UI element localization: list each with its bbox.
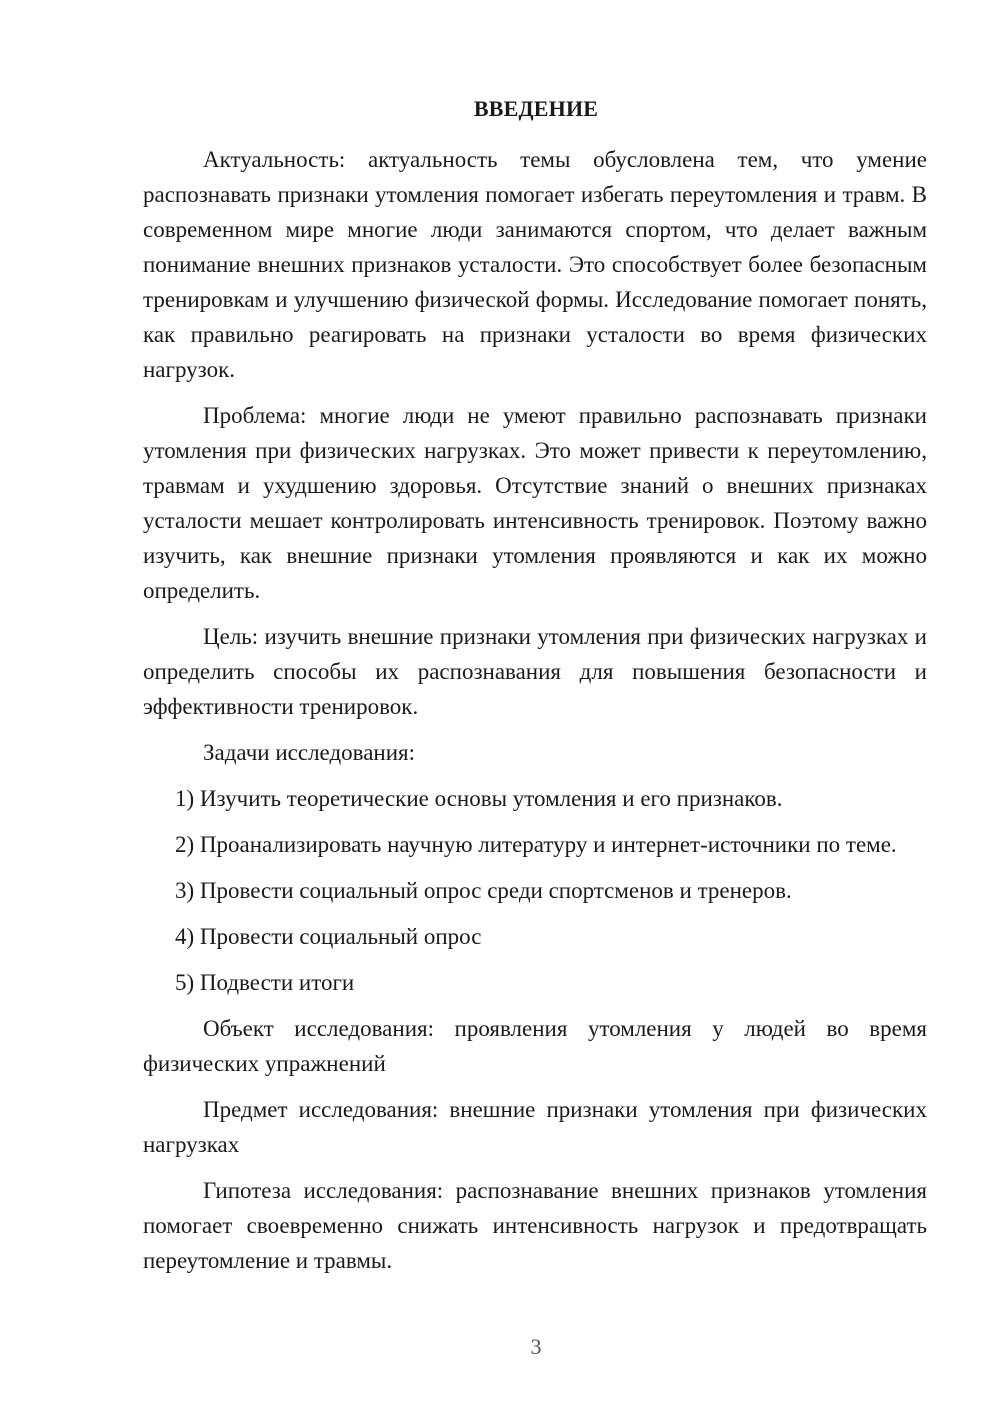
- paragraph-goal: Цель: изучить внешние признаки утомления при физических нагрузках и определить способы их распознавания для повышения безопасности и эффективности тренировок.: [143, 624, 927, 719]
- page-title: ВВЕДЕНИЕ: [473, 96, 599, 121]
- page-number: 3: [530, 1334, 542, 1359]
- paragraph-object: Объект исследования: проявления утомления у людей во время физических упражнений: [143, 1016, 927, 1076]
- task-item-2: 2) Проанализировать научную литературу и интернет-источники по теме.: [175, 832, 897, 857]
- task-item-5: 5) Подвести итоги: [175, 970, 355, 995]
- task-item-1: 1) Изучить теоретические основы утомления и его признаков.: [175, 786, 783, 811]
- task-item-4: 4) Провести социальный опрос: [175, 924, 482, 949]
- paragraph-tasks-heading: Задачи исследования:: [203, 740, 416, 765]
- paragraph-hypothesis: Гипотеза исследования: распознавание внешних признаков утомления помогает своевременно снижать интенсивность нагрузок и предотвращать переутомление и травмы.: [143, 1178, 927, 1273]
- paragraph-subject: Предмет исследования: внешние признаки утомления при физических нагрузках: [143, 1097, 927, 1157]
- task-item-3: 3) Провести социальный опрос среди спортсменов и тренеров.: [175, 878, 792, 903]
- body-text: [143, 142, 927, 1278]
- paragraph-problem: Проблема: многие люди не умеют правильно распознавать признаки утомления при физических нагрузках. Это может привести к переутомлению, травмам и ухудшению здоровья. Отсутствие знаний о внешних признаках усталости мешает контролировать интенсивность тренировок. Поэтому важно изучить, как внешние признаки утомления проявляются и как их можно определить.: [143, 403, 927, 603]
- paragraph-relevance: Актуальность: актуальность темы обусловлена тем, что умение распознавать признаки утомления помогает избегать переутомления и травм. В современном мире многие люди занимаются спортом, что делает важным понимание внешних признаков усталости. Это способствует более безопасным тренировкам и улучшению физической формы. Исследование помогает понять, как правильно реагировать на признаки усталости во время физических нагрузок.: [143, 147, 927, 382]
